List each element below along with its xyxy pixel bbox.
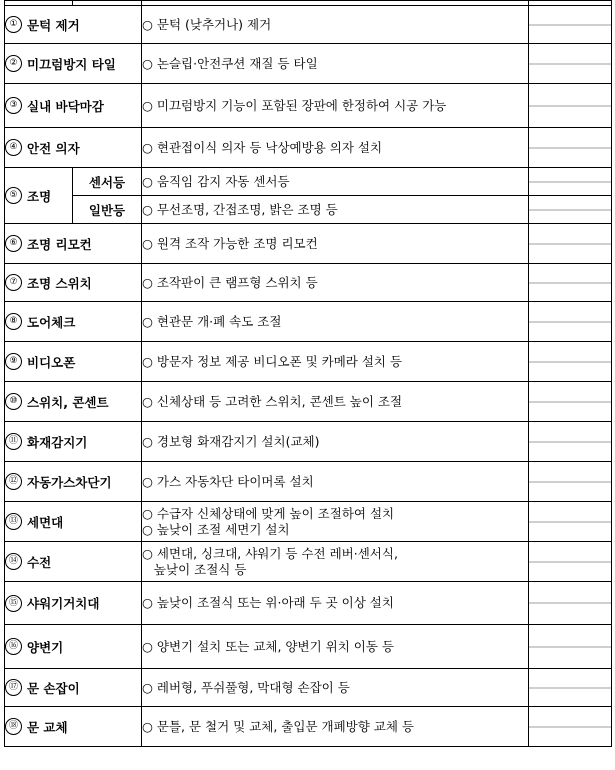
item-photo-cell	[529, 6, 612, 44]
item-description: ○ 움직임 감지 자동 센서등	[142, 168, 529, 196]
item-photo-cell	[529, 625, 612, 669]
item-label: 조명 스위치	[27, 275, 92, 291]
ceiling-light-photo	[529, 209, 611, 211]
item-label-cell	[5, 84, 142, 128]
item-photo-cell	[529, 302, 612, 342]
item-label-cell	[5, 669, 142, 707]
item-label-cell	[5, 625, 142, 669]
item-label-cell	[5, 44, 142, 84]
item-description: ○ 원격 조작 가능한 조명 리모컨	[142, 224, 529, 264]
item-label-cell	[5, 264, 142, 302]
light-switch-photo	[529, 282, 611, 284]
table-row	[5, 342, 612, 382]
item-description: ○ 수급자 신체상태에 맞게 높이 조절하여 설치 ○ 높낮이 조절 세면기 설치	[142, 502, 529, 542]
sub-item-label: 일반등	[73, 196, 142, 224]
fire-detector-photo	[529, 441, 611, 443]
table-row	[5, 582, 612, 625]
item-description: ○ 조작판이 큰 램프형 스위치 등	[142, 264, 529, 302]
item-label: 문턱 제거	[27, 17, 80, 33]
item-number: ④	[5, 139, 22, 156]
table-row	[5, 44, 612, 84]
item-label: 샤워기거치대	[27, 596, 100, 611]
faucet-photo	[529, 561, 611, 563]
item-photo-cell	[529, 502, 612, 542]
item-description: ○ 무선조명, 간접조명, 밝은 조명 등	[142, 196, 529, 224]
table-row	[5, 6, 612, 44]
item-number: ⑯	[5, 638, 22, 655]
table-row	[5, 224, 612, 264]
threshold-removed-photo	[529, 24, 611, 26]
item-description: ○ 현관접이식 의자 등 낙상예방용 의자 설치	[142, 128, 529, 168]
item-number: ⑭	[5, 553, 22, 570]
table-row	[5, 128, 612, 168]
item-description: ○ 레버형, 푸쉬풀형, 막대형 손잡이 등	[142, 669, 529, 707]
item-number: ⑰	[5, 679, 22, 696]
item-label: 조명	[27, 188, 52, 204]
item-description: ○ 양변기 설치 또는 교체, 양변기 위치 이동 등	[142, 625, 529, 669]
item-label-cell	[5, 582, 142, 625]
item-number: ⑤	[5, 187, 22, 204]
door-closer-photo	[529, 321, 611, 323]
folding-chair-photo	[529, 147, 611, 149]
item-label-cell	[5, 707, 142, 747]
item-description: ○ 문틀, 문 철거 및 교체, 출입문 개폐방향 교체 등	[142, 707, 529, 747]
item-number: ⑫	[5, 473, 22, 490]
item-photo-cell	[529, 196, 612, 224]
item-number: ⑦	[5, 274, 22, 291]
non-slip-tile-photo	[529, 63, 611, 65]
item-description: ○ 현관문 개·폐 속도 조절	[142, 302, 529, 342]
item-number: ⑬	[5, 513, 22, 530]
table-row	[5, 422, 612, 462]
item-label-cell	[5, 128, 142, 168]
item-photo-cell	[529, 582, 612, 625]
light-remote-photo	[529, 243, 611, 245]
item-description: ○ 문턱 (낮추거나) 제거	[142, 6, 529, 44]
item-photo-cell	[529, 44, 612, 84]
item-number: ③	[5, 97, 22, 114]
item-label: 세면대	[27, 514, 64, 530]
item-label: 실내 바닥마감	[27, 98, 104, 114]
item-label-cell	[5, 6, 142, 44]
table-row	[5, 168, 612, 196]
item-number: ⑨	[5, 353, 22, 370]
item-photo-cell	[529, 707, 612, 747]
item-description: ○ 높낮이 조절식 또는 위·아래 두 곳 이상 설치	[142, 582, 529, 625]
table-row	[5, 196, 612, 224]
item-description: ○ 경보형 화재감지기 설치(교체)	[142, 422, 529, 462]
item-label-cell	[5, 168, 73, 224]
sensor-light-photo	[529, 181, 611, 183]
floor-finish-sample-photo	[529, 105, 611, 107]
table-row	[5, 462, 612, 502]
item-label-cell	[5, 542, 142, 582]
item-number: ⑮	[5, 595, 22, 612]
item-photo-cell	[529, 84, 612, 128]
item-description: ○ 세면대, 싱크대, 샤워기 등 수전 레버·센서식, 높낮이 조절식 등	[142, 542, 529, 582]
switch-outlet-diagram	[529, 401, 611, 403]
item-description: ○ 미끄럼방지 기능이 포함된 장판에 한정하여 시공 가능	[142, 84, 529, 128]
item-photo-cell	[529, 669, 612, 707]
item-label: 수전	[27, 554, 52, 570]
table-row	[5, 542, 612, 582]
table-row	[5, 669, 612, 707]
item-photo-cell	[529, 224, 612, 264]
item-label: 양변기	[27, 639, 64, 655]
gas-shutoff-photo	[529, 481, 611, 483]
item-label: 안전 의자	[27, 140, 80, 156]
shower-holder-photo	[529, 602, 611, 604]
table-row	[5, 625, 612, 669]
item-photo-cell	[529, 342, 612, 382]
door-handle-photo	[529, 687, 611, 689]
item-number: ⑪	[5, 433, 22, 450]
table-row	[5, 264, 612, 302]
item-number: ⑥	[5, 235, 22, 252]
item-number: ⑧	[5, 313, 22, 330]
item-label: 스위치, 콘센트	[27, 394, 109, 410]
item-label-cell	[5, 502, 142, 542]
item-label: 비디오폰	[27, 354, 76, 370]
item-photo-cell	[529, 168, 612, 196]
item-label: 자동가스차단기	[27, 474, 112, 490]
item-number: ①	[5, 16, 22, 33]
item-photo-cell	[529, 382, 612, 422]
item-label: 문 교체	[27, 719, 68, 735]
item-label-cell	[5, 342, 142, 382]
item-label-cell	[5, 382, 142, 422]
item-label-cell	[5, 224, 142, 264]
item-label: 도어체크	[27, 314, 76, 330]
item-photo-cell	[529, 542, 612, 582]
home-modification-items-table	[4, 0, 612, 747]
item-photo-cell	[529, 462, 612, 502]
item-label-cell	[5, 462, 142, 502]
item-description: ○ 신체상태 등 고려한 스위치, 콘센트 높이 조절	[142, 382, 529, 422]
item-description: ○ 방문자 정보 제공 비디오폰 및 카메라 설치 등	[142, 342, 529, 382]
item-number: ⑱	[5, 718, 22, 735]
item-label: 문 손잡이	[27, 680, 80, 696]
item-number: ⑩	[5, 393, 22, 410]
washbasin-photo	[529, 521, 611, 523]
item-label: 미끄럼방지 타일	[27, 56, 116, 72]
item-photo-cell	[529, 422, 612, 462]
table-row	[5, 382, 612, 422]
table-row	[5, 84, 612, 128]
toilet-photo	[529, 646, 611, 648]
door-replacement-photo	[529, 726, 611, 728]
video-phone-photo	[529, 361, 611, 363]
table-row	[5, 302, 612, 342]
item-photo-cell	[529, 264, 612, 302]
item-photo-cell	[529, 128, 612, 168]
item-label: 화재감지기	[27, 434, 88, 450]
table-row	[5, 707, 612, 747]
item-description: ○ 가스 자동차단 타이머록 설치	[142, 462, 529, 502]
sub-item-label: 센서등	[73, 168, 142, 196]
item-label-cell	[5, 302, 142, 342]
item-description: ○ 논슬립·안전쿠션 재질 등 타일	[142, 44, 529, 84]
item-label-cell	[5, 422, 142, 462]
item-label: 조명 리모컨	[27, 236, 92, 252]
item-number: ②	[5, 55, 22, 72]
table-row	[5, 502, 612, 542]
